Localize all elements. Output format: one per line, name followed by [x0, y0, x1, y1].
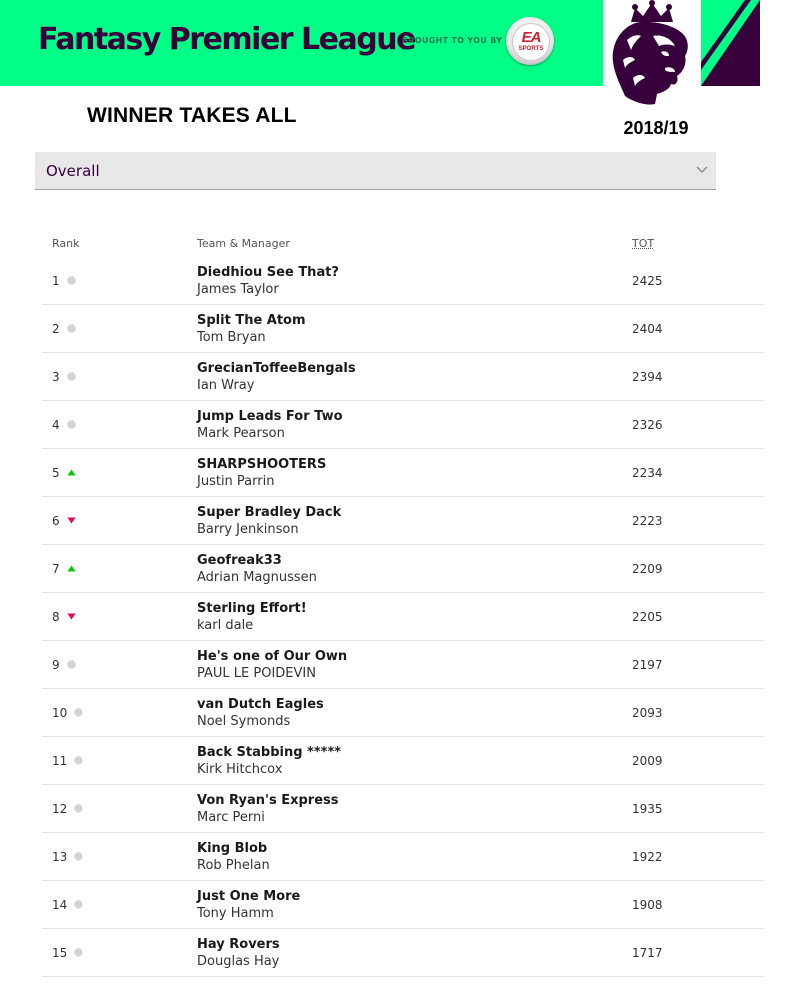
rank-value: 15	[52, 946, 68, 960]
rank-same-icon	[74, 756, 83, 765]
team-name-link[interactable]: Von Ryan's Express	[197, 793, 339, 808]
team-name-link[interactable]: GrecianToffeeBengals	[197, 361, 356, 376]
manager-name: Adrian Magnussen	[197, 570, 317, 585]
season-label: 2018/19	[623, 118, 689, 138]
manager-name: Noel Symonds	[197, 714, 291, 729]
total-points: 1922	[632, 850, 663, 864]
table-row	[42, 881, 764, 929]
rank-value: 1	[52, 274, 60, 288]
total-points: 2197	[632, 658, 663, 672]
header-stripe	[701, 0, 760, 86]
total-points: 2009	[632, 754, 663, 768]
phase-select[interactable]	[35, 152, 716, 190]
rank-value: 8	[52, 610, 60, 624]
manager-name: Tony Hamm	[197, 906, 274, 921]
rank-same-icon	[67, 420, 76, 429]
rank-up-icon	[67, 564, 76, 573]
total-points: 2209	[632, 562, 663, 576]
chevron-down-icon	[695, 162, 709, 176]
team-name-link[interactable]: Back Stabbing *****	[197, 745, 342, 760]
total-points: 1908	[632, 898, 663, 912]
table-row	[42, 449, 764, 497]
rank-same-icon	[74, 852, 83, 861]
table-row	[42, 305, 764, 353]
rank-same-icon	[74, 804, 83, 813]
rank-same-icon	[74, 708, 83, 717]
rank-down-icon	[67, 612, 76, 621]
rank-same-icon	[67, 372, 76, 381]
table-row	[42, 641, 764, 689]
manager-name: Tom Bryan	[197, 330, 266, 345]
rank-same-icon	[67, 660, 76, 669]
rank-value: 12	[52, 802, 68, 816]
rank-value: 9	[52, 658, 60, 672]
phase-select-value: Overall	[46, 162, 100, 180]
team-name-link[interactable]: Hay Rovers	[197, 937, 280, 952]
team-name-link[interactable]: SHARPSHOOTERS	[197, 457, 327, 472]
total-points: 2223	[632, 514, 663, 528]
table-row	[42, 593, 764, 641]
manager-name: PAUL LE POIDEVIN	[197, 666, 316, 681]
league-title: WINNER TAKES ALL	[87, 104, 297, 127]
rank-value: 10	[52, 706, 68, 720]
header-banner	[0, 0, 603, 86]
rank-header: Rank	[52, 237, 80, 250]
manager-name: Mark Pearson	[197, 426, 285, 441]
total-points: 2326	[632, 418, 663, 432]
premier-league-logo	[603, 0, 701, 112]
table-row	[42, 737, 764, 785]
table-row	[42, 257, 764, 305]
total-header[interactable]: TOT	[632, 237, 655, 250]
total-points: 2404	[632, 322, 663, 336]
total-points: 1717	[632, 946, 663, 960]
team-name-link[interactable]: Sterling Effort!	[197, 601, 307, 616]
team-name-link[interactable]: Jump Leads For Two	[197, 409, 343, 424]
team-name-link[interactable]: Diedhiou See That?	[197, 265, 339, 280]
table-row	[42, 401, 764, 449]
rank-value: 11	[52, 754, 68, 768]
ea-sports-logo: EA SPORTS	[506, 17, 554, 65]
team-name-link[interactable]: King Blob	[197, 841, 268, 856]
total-points: 2205	[632, 610, 663, 624]
table-row	[42, 353, 764, 401]
table-row	[42, 785, 764, 833]
table-row	[42, 929, 764, 977]
manager-name: Kirk Hitchcox	[197, 762, 283, 777]
rank-same-icon	[67, 324, 76, 333]
table-row	[42, 545, 764, 593]
rank-up-icon	[67, 468, 76, 477]
total-points: 1935	[632, 802, 663, 816]
manager-name: Ian Wray	[197, 378, 255, 393]
rank-value: 5	[52, 466, 60, 480]
team-name-link[interactable]: He's one of Our Own	[197, 649, 348, 664]
table-row	[42, 497, 764, 545]
fpl-title[interactable]: Fantasy Premier League	[38, 22, 415, 57]
manager-name: karl dale	[197, 618, 254, 633]
table-row	[42, 689, 764, 737]
team-name-link[interactable]: van Dutch Eagles	[197, 697, 324, 712]
team-name-link[interactable]: Geofreak33	[197, 553, 282, 568]
manager-name: Marc Perni	[197, 810, 265, 825]
total-points: 2093	[632, 706, 663, 720]
rank-value: 2	[52, 322, 60, 336]
rank-same-icon	[74, 900, 83, 909]
rank-value: 6	[52, 514, 60, 528]
manager-name: Barry Jenkinson	[197, 522, 299, 537]
table-row	[42, 833, 764, 881]
total-points: 2234	[632, 466, 663, 480]
team-name-link[interactable]: Super Bradley Dack	[197, 505, 342, 520]
standings-rows	[42, 257, 764, 977]
total-points: 2425	[632, 274, 663, 288]
rank-same-icon	[74, 948, 83, 957]
table-header	[42, 229, 764, 257]
total-points: 2394	[632, 370, 663, 384]
manager-name: Rob Phelan	[197, 858, 270, 873]
rank-down-icon	[67, 516, 76, 525]
sponsor-text: BROUGHT TO YOU BY	[402, 36, 503, 45]
team-header: Team & Manager	[197, 237, 290, 250]
rank-value: 14	[52, 898, 68, 912]
rank-value: 7	[52, 562, 60, 576]
manager-name: Justin Parrin	[197, 474, 275, 489]
team-name-link[interactable]: Just One More	[197, 889, 301, 904]
rank-value: 3	[52, 370, 60, 384]
rank-value: 4	[52, 418, 60, 432]
rank-same-icon	[67, 276, 76, 285]
team-name-link[interactable]: Split The Atom	[197, 313, 306, 328]
rank-value: 13	[52, 850, 68, 864]
standings-table	[42, 229, 764, 977]
manager-name: Douglas Hay	[197, 954, 280, 969]
lion-crest-icon	[603, 0, 701, 112]
manager-name: James Taylor	[197, 282, 279, 297]
